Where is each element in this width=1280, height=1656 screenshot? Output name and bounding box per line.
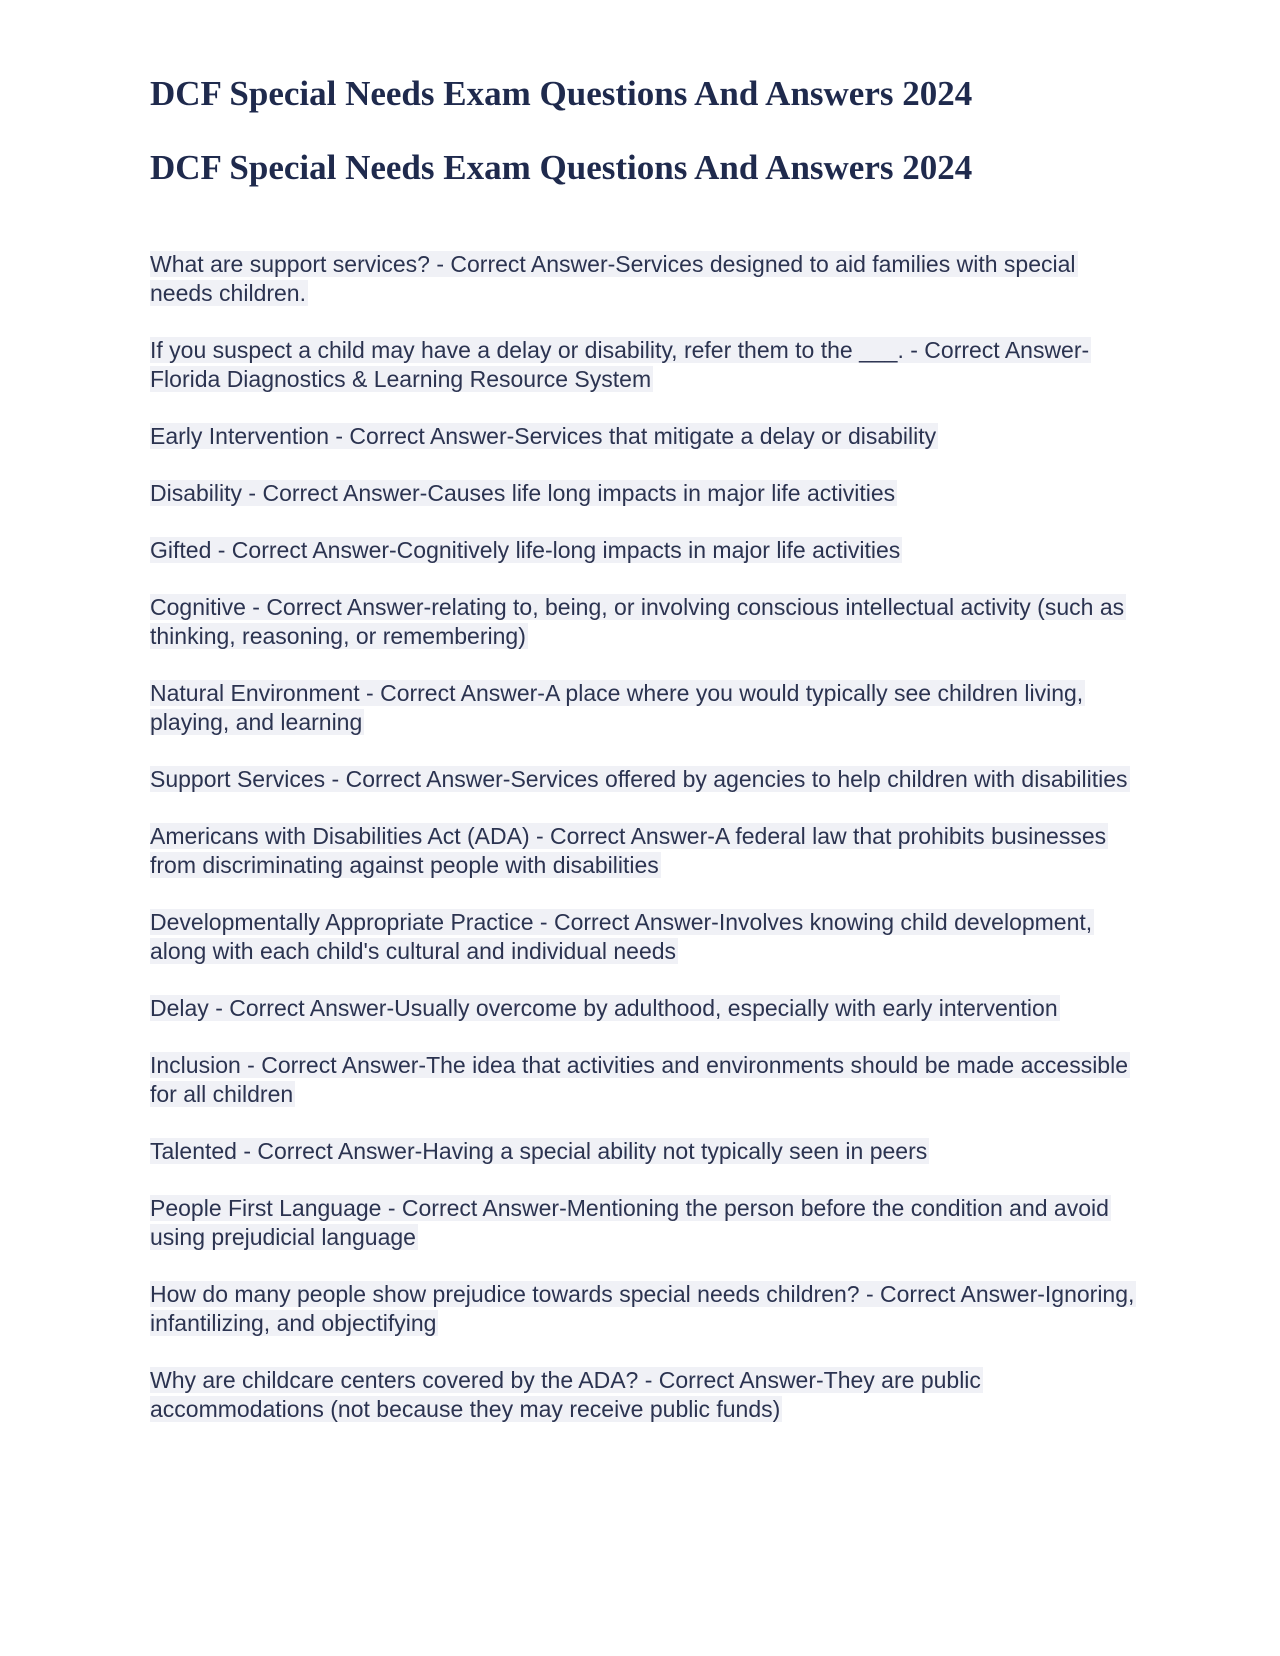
qa-item: [150, 1137, 1140, 1166]
qa-text: Early Intervention - Correct Answer-Services that mitigate a delay or disability: [150, 423, 937, 449]
document-content: [150, 72, 1140, 1452]
qa-item: [150, 422, 1140, 451]
document-title-repeat: DCF Special Needs Exam Questions And Answers 2024: [150, 148, 973, 187]
qa-text: Natural Environment - Correct Answer-A place where you would typically see children living, playing, and learning: [150, 680, 1084, 735]
qa-item: [150, 1051, 1140, 1109]
qa-item: [150, 679, 1140, 737]
qa-text: Support Services - Correct Answer-Services offered by agencies to help children with disabilities: [150, 766, 1128, 792]
qa-text: Inclusion - Correct Answer-The idea that activities and environments should be made accessible for all children: [150, 1052, 1128, 1107]
qa-text: Why are childcare centers covered by the ADA? - Correct Answer-They are public accommodations (not because they may receive public funds): [150, 1367, 981, 1422]
qa-text: People First Language - Correct Answer-Mentioning the person before the condition and avoid using prejudicial language: [150, 1195, 1109, 1250]
qa-item: [150, 1366, 1140, 1424]
qa-item: [150, 336, 1140, 394]
qa-item: [150, 765, 1140, 794]
qa-text: Talented - Correct Answer-Having a special ability not typically seen in peers: [150, 1138, 928, 1164]
document-title: DCF Special Needs Exam Questions And Answers 2024: [150, 74, 973, 113]
qa-item: [150, 994, 1140, 1023]
qa-text: Developmentally Appropriate Practice - Correct Answer-Involves knowing child development, along with each child's cultural and individual needs: [150, 909, 1093, 964]
qa-text: Americans with Disabilities Act (ADA) - Correct Answer-A federal law that prohibits businesses from discriminating against people with disabilities: [150, 823, 1107, 878]
qa-text: What are support services? - Correct Answer-Services designed to aid families with special needs children.: [150, 251, 1076, 306]
qa-item: [150, 536, 1140, 565]
qa-text: Delay - Correct Answer-Usually overcome by adulthood, especially with early intervention: [150, 995, 1058, 1021]
qa-item: [150, 822, 1140, 880]
qa-item: [150, 908, 1140, 966]
qa-item: [150, 1194, 1140, 1252]
qa-list: [150, 250, 1140, 1424]
qa-text: Gifted - Correct Answer-Cognitively life-long impacts in major life activities: [150, 537, 901, 563]
qa-text: If you suspect a child may have a delay or disability, refer them to the ___. - Correct Answer-Florida Diagnostics & Learning Resource System: [150, 337, 1090, 392]
qa-text: Cognitive - Correct Answer-relating to, being, or involving conscious intellectual activity (such as thinking, reasoning, or remembering): [150, 594, 1125, 649]
qa-item: [150, 1280, 1140, 1338]
qa-item: [150, 250, 1140, 308]
qa-text: Disability - Correct Answer-Causes life long impacts in major life activities: [150, 480, 896, 506]
qa-item: [150, 593, 1140, 651]
qa-text: How do many people show prejudice towards special needs children? - Correct Answer-Ignoring, infantilizing, and objectifying: [150, 1281, 1135, 1336]
qa-item: [150, 479, 1140, 508]
